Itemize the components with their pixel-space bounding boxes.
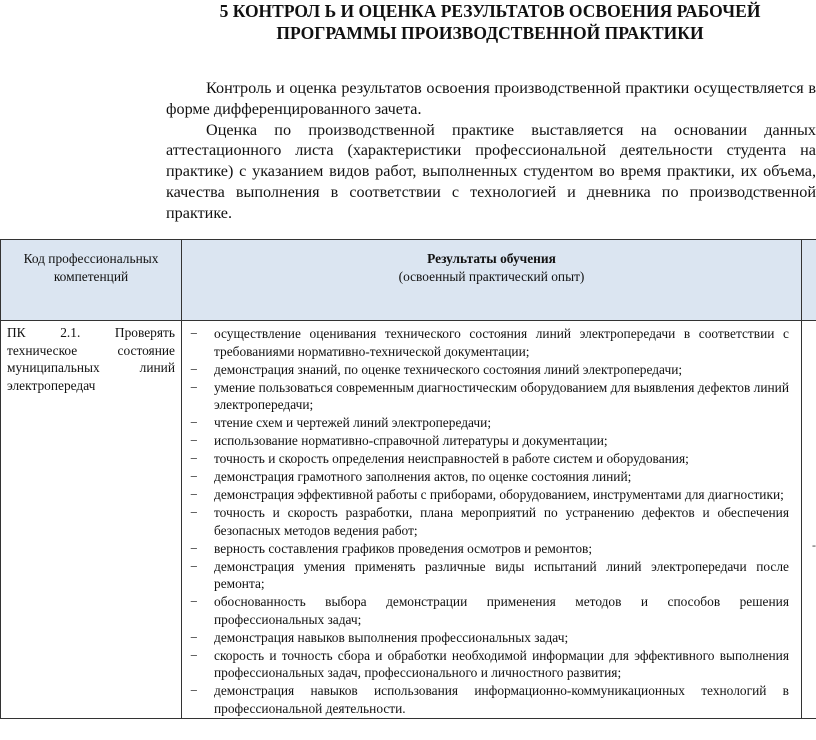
- intro-paragraph-1: Контроль и оценка результатов освоения производственной практики осуществляется в форме дифференцированного зачета.: [166, 79, 816, 118]
- header-competency-code: Код профессиональных компетенций: [1, 240, 182, 321]
- list-item: [188, 647, 789, 682]
- bullet-dash: −: [190, 361, 198, 377]
- list-item: [188, 414, 789, 432]
- bullet-dash: −: [190, 558, 198, 574]
- bullet-dash: −: [190, 594, 198, 610]
- competency-cell: ПК 2.1. Проверять техническое состояние муниципальных линий электропередач: [1, 321, 182, 719]
- bullet-dash: −: [190, 451, 198, 467]
- list-item: [188, 361, 789, 379]
- bullet-dash: −: [190, 505, 198, 521]
- bullet-dash: −: [190, 469, 198, 485]
- result-text: осуществление оценивания технического состояния линий электропередачи в соответствии с требованиями нормативно-технической документации;: [214, 326, 789, 359]
- edge-mark: -: [812, 538, 816, 552]
- result-text: чтение схем и чертежей линий электропередачи;: [214, 415, 492, 431]
- header-extra-column: [802, 240, 816, 321]
- bullet-dash: −: [190, 629, 198, 645]
- section-title-line-1: 5 КОНТРОЛ Ь И ОЦЕНКА РЕЗУЛЬТАТОВ ОСВОЕНИЯ РАБОЧЕЙ: [219, 1, 761, 21]
- intro-paragraph-2: Оценка по производственной практике выставляется на основании данных аттестационного листа (характеристики профессиональной деятельности студента на практике) с указанием видов работ, выполненных студентом во время практики, их объема, качества выполнения в соответствии с технологией и дневника по производственной практике.: [166, 120, 816, 222]
- result-text: точность и скорость разработки, плана мероприятий по устранению дефектов и обеспечения безопасных методов ведения работ;: [214, 505, 789, 538]
- result-text: скорость и точность сбора и обработки необходимой информации для эффективного выполнения профессиональных задач, профессионального и личностного развития;: [214, 647, 789, 681]
- result-text: обоснованность выбора демонстрации применения методов и способов решения профессиональных задач;: [214, 594, 789, 627]
- extra-cell: [802, 321, 816, 719]
- result-text: умение пользоваться современным диагностическим оборудованием для выявления дефектов линий электропередачи;: [214, 379, 789, 413]
- bullet-dash: −: [190, 487, 198, 503]
- bullet-dash: −: [190, 433, 198, 449]
- list-item: [188, 558, 789, 593]
- list-item: [188, 325, 789, 360]
- list-item: [188, 468, 789, 486]
- list-item: [188, 629, 789, 647]
- results-cell: [182, 321, 802, 719]
- table-row: [1, 321, 816, 719]
- header-results-subtitle: (освоенный практический опыт): [398, 268, 585, 284]
- bullet-dash: −: [190, 647, 198, 663]
- list-item: [188, 450, 789, 468]
- list-item: [188, 379, 789, 414]
- header-results-title: Результаты обучения: [427, 251, 556, 266]
- result-text: использование нормативно-справочной литературы и документации;: [214, 433, 608, 449]
- bullet-dash: −: [190, 683, 198, 699]
- result-text: демонстрация грамотного заполнения актов, по оценке состояния линий;: [214, 469, 632, 485]
- section-heading: [160, 0, 816, 44]
- result-text: демонстрация навыков использования информационно-коммуникационных технологий в профессиональной деятельности.: [214, 683, 789, 716]
- header-learning-results: [182, 240, 802, 321]
- result-text: демонстрация навыков выполнения профессиональных задач;: [214, 629, 569, 645]
- list-item: [188, 593, 789, 628]
- list-item: [188, 540, 789, 558]
- bullet-dash: −: [190, 540, 198, 556]
- section-title-line-2: ПРОГРАММЫ ПРОИЗВОДСТВЕННОЙ ПРАКТИКИ: [276, 23, 704, 43]
- result-text: верность составления графиков проведения осмотров и ремонтов;: [214, 540, 593, 556]
- result-text: точность и скорость определения неисправностей в работе систем и оборудования;: [214, 451, 689, 467]
- result-text: демонстрация знаний, по оценке технического состояния линий электропередачи;: [214, 361, 683, 377]
- bullet-dash: −: [190, 326, 198, 341]
- intro-text: [166, 78, 816, 224]
- list-item: [188, 432, 789, 450]
- assessment-table: [0, 239, 816, 719]
- result-text: демонстрация умения применять различные виды испытаний линий электропередачи после ремонта;: [214, 558, 789, 592]
- bullet-dash: −: [190, 415, 198, 431]
- results-list: [188, 325, 789, 718]
- list-item: [188, 682, 789, 717]
- list-item: [188, 504, 789, 539]
- table-header-row: [1, 240, 816, 321]
- result-text: демонстрация эффективной работы с приборами, оборудованием, инструментами для диагностики;: [214, 487, 784, 503]
- bullet-dash: −: [190, 379, 198, 395]
- list-item: [188, 486, 789, 504]
